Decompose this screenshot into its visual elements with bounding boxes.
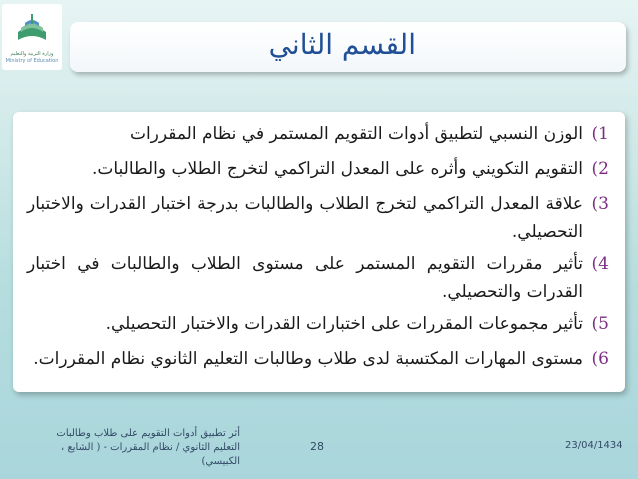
footer-date: 23/04/1434 xyxy=(565,440,623,451)
slide-title: القسم الثاني xyxy=(268,28,416,61)
list-item xyxy=(27,250,609,306)
list-item xyxy=(27,345,609,373)
item-number: 2) xyxy=(591,159,609,179)
item-text: علاقة المعدل التراكمي لتخرج الطلاب والطالبات بدرجة اختبار القدرات والاختبار التحصيلي. xyxy=(27,194,583,242)
logo-text-arabic: وزارة التربية والتعليم xyxy=(10,51,54,57)
item-text: مستوى المهارات المكتسبة لدى طلاب وطالبات التعليم الثانوي نظام المقررات. xyxy=(33,349,583,369)
logo-text-english: Ministry of Education xyxy=(5,58,59,64)
item-number: 4) xyxy=(591,254,609,274)
book-emblem-icon xyxy=(12,10,52,50)
item-number: 1) xyxy=(591,124,609,144)
item-number: 5) xyxy=(591,314,609,334)
list-item xyxy=(27,155,609,183)
ministry-logo xyxy=(2,4,62,70)
page-number: 28 xyxy=(310,440,324,453)
title-box xyxy=(70,22,626,72)
list-item xyxy=(27,310,609,338)
item-text: الوزن النسبي لتطبيق أدوات التقويم المستمر في نظام المقررات xyxy=(129,124,583,144)
item-text: تأثير مجموعات المقررات على اختبارات القدرات والاختبار التحصيلي. xyxy=(105,314,583,334)
footer-citation: أثر تطبيق أدوات التقويم على طلاب وطالبات التعليم الثانوي / نظام المقررات - ( الشايع ، الكبيسي) xyxy=(56,428,240,467)
list-item xyxy=(27,190,609,246)
topic-list xyxy=(27,120,609,380)
item-number: 3) xyxy=(591,194,609,214)
item-text: التقويم التكويني وأثره على المعدل التراكمي لتخرج الطلاب والطالبات. xyxy=(91,159,583,179)
content-box xyxy=(13,112,625,392)
list-item xyxy=(27,120,609,148)
item-text: تأثير مقررات التقويم المستمر على مستوى الطلاب والطالبات في اختبار القدرات والتحصيلي. xyxy=(27,254,583,302)
item-number: 6) xyxy=(591,349,609,369)
